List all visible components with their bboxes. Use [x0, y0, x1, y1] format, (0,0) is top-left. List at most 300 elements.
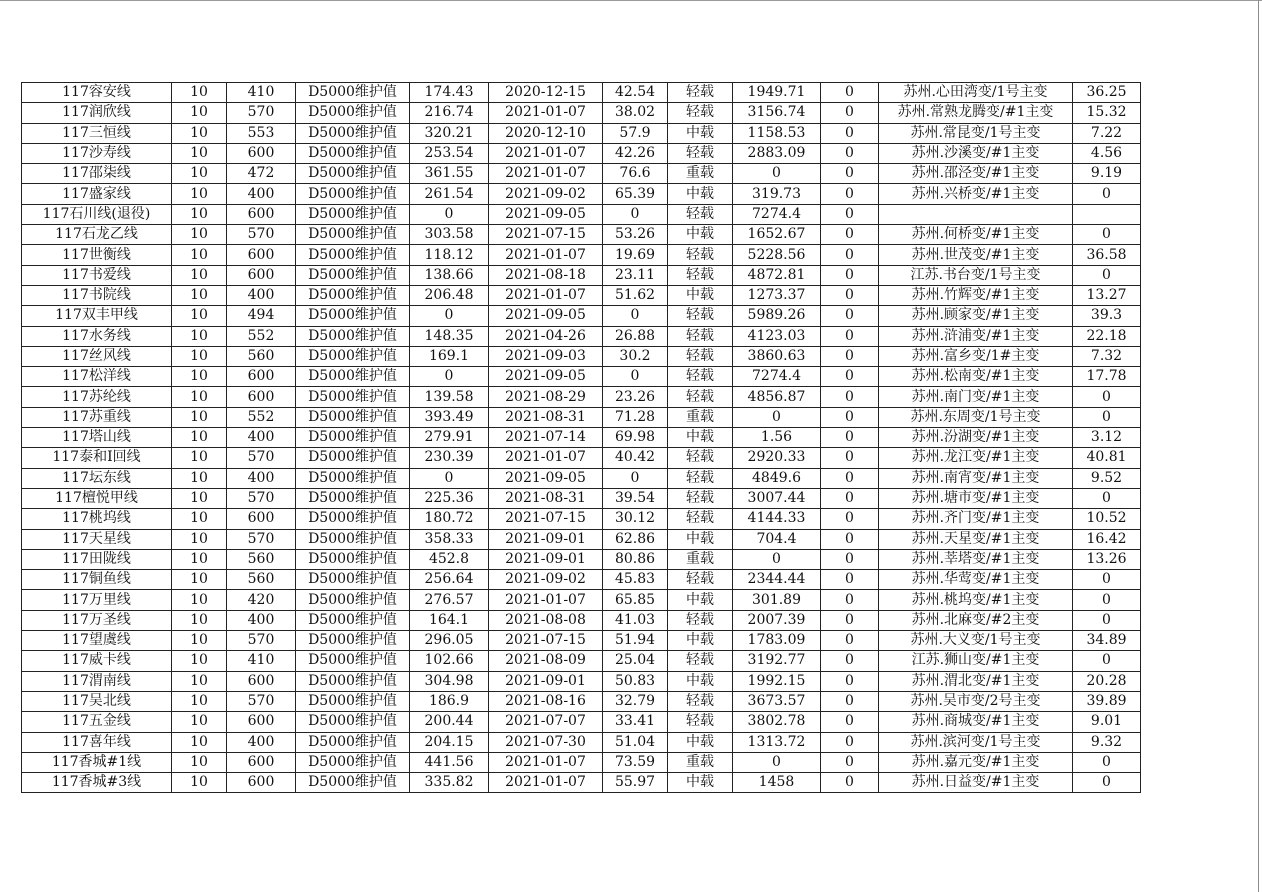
- transformer-cell: 苏州.商城变/#1主变: [879, 712, 1073, 732]
- source-cell: D5000维护值: [296, 549, 410, 569]
- rated-current-cell: 553: [227, 123, 296, 143]
- voltage-cell: 10: [172, 143, 227, 163]
- line-name-cell: 117世衡线: [22, 245, 172, 265]
- current-cell: 0: [410, 367, 489, 387]
- voltage-cell: 10: [172, 103, 227, 123]
- current-cell: 393.49: [410, 407, 489, 427]
- rated-current-cell: 552: [227, 407, 296, 427]
- available-capacity-cell: 4856.87: [733, 387, 821, 407]
- source-cell: D5000维护值: [296, 468, 410, 488]
- line-name-cell: 117容安线: [22, 83, 172, 103]
- rated-current-cell: 410: [227, 83, 296, 103]
- date-cell: 2021-09-01: [489, 529, 603, 549]
- voltage-cell: 10: [172, 265, 227, 285]
- load-rate-cell: 32.79: [603, 691, 668, 711]
- rated-current-cell: 600: [227, 773, 296, 793]
- transformer-load-cell: 0: [1073, 265, 1141, 285]
- transformer-cell: 苏州.龙江变/#1主变: [879, 448, 1073, 468]
- current-cell: 102.66: [410, 651, 489, 671]
- date-cell: 2021-08-18: [489, 265, 603, 285]
- current-cell: 0: [410, 468, 489, 488]
- load-rate-cell: 19.69: [603, 245, 668, 265]
- transformer-load-cell: 0: [1073, 488, 1141, 508]
- date-cell: 2021-01-07: [489, 285, 603, 305]
- current-cell: 0: [410, 204, 489, 224]
- source-cell: D5000维护值: [296, 184, 410, 204]
- current-cell: 206.48: [410, 285, 489, 305]
- available-capacity-cell: 3156.74: [733, 103, 821, 123]
- load-rate-cell: 39.54: [603, 488, 668, 508]
- value-cell: 0: [821, 245, 879, 265]
- date-cell: 2020-12-15: [489, 83, 603, 103]
- table-row: [22, 448, 1141, 468]
- transformer-cell: 苏州.华莺变/#1主变: [879, 570, 1073, 590]
- transformer-load-cell: [1073, 204, 1141, 224]
- transformer-load-cell: 7.22: [1073, 123, 1141, 143]
- load-level-cell: 轻载: [668, 488, 733, 508]
- voltage-cell: 10: [172, 529, 227, 549]
- load-rate-cell: 0: [603, 204, 668, 224]
- rated-current-cell: 600: [227, 671, 296, 691]
- available-capacity-cell: 0: [733, 752, 821, 772]
- table-row: [22, 285, 1141, 305]
- load-rate-cell: 69.98: [603, 428, 668, 448]
- table-row: [22, 570, 1141, 590]
- rated-current-cell: 600: [227, 265, 296, 285]
- transformer-cell: 苏州.松南变/#1主变: [879, 367, 1073, 387]
- line-name-cell: 117沙寿线: [22, 143, 172, 163]
- source-cell: D5000维护值: [296, 204, 410, 224]
- load-level-cell: 轻载: [668, 610, 733, 630]
- date-cell: 2021-09-05: [489, 306, 603, 326]
- date-cell: 2021-01-07: [489, 448, 603, 468]
- rated-current-cell: 570: [227, 631, 296, 651]
- line-name-cell: 117香城#3线: [22, 773, 172, 793]
- available-capacity-cell: 1992.15: [733, 671, 821, 691]
- table-row: [22, 204, 1141, 224]
- load-level-cell: 轻载: [668, 367, 733, 387]
- value-cell: 0: [821, 752, 879, 772]
- source-cell: D5000维护值: [296, 387, 410, 407]
- load-level-cell: 轻载: [668, 204, 733, 224]
- voltage-cell: 10: [172, 671, 227, 691]
- load-level-cell: 轻载: [668, 326, 733, 346]
- current-cell: 335.82: [410, 773, 489, 793]
- transformer-cell: 苏州.日益变/#1主变: [879, 773, 1073, 793]
- transformer-load-cell: 9.52: [1073, 468, 1141, 488]
- load-rate-cell: 30.2: [603, 346, 668, 366]
- transformer-cell: 苏州.塘市变/#1主变: [879, 488, 1073, 508]
- transformer-cell: [879, 204, 1073, 224]
- value-cell: 0: [821, 184, 879, 204]
- current-cell: 296.05: [410, 631, 489, 651]
- line-name-cell: 117双丰甲线: [22, 306, 172, 326]
- available-capacity-cell: 4144.33: [733, 509, 821, 529]
- date-cell: 2021-09-05: [489, 468, 603, 488]
- voltage-cell: 10: [172, 184, 227, 204]
- table-row: [22, 184, 1141, 204]
- table-row: [22, 387, 1141, 407]
- transformer-load-cell: 9.32: [1073, 732, 1141, 752]
- rated-current-cell: 560: [227, 549, 296, 569]
- voltage-cell: 10: [172, 651, 227, 671]
- load-rate-cell: 51.94: [603, 631, 668, 651]
- transformer-load-cell: 16.42: [1073, 529, 1141, 549]
- value-cell: 0: [821, 164, 879, 184]
- transformer-load-cell: 0: [1073, 590, 1141, 610]
- voltage-cell: 10: [172, 732, 227, 752]
- source-cell: D5000维护值: [296, 326, 410, 346]
- date-cell: 2021-09-02: [489, 570, 603, 590]
- value-cell: 0: [821, 773, 879, 793]
- date-cell: 2021-01-07: [489, 752, 603, 772]
- line-name-cell: 117铜鱼线: [22, 570, 172, 590]
- table-row: [22, 306, 1141, 326]
- load-level-cell: 轻载: [668, 265, 733, 285]
- rated-current-cell: 494: [227, 306, 296, 326]
- current-cell: 253.54: [410, 143, 489, 163]
- date-cell: 2021-04-26: [489, 326, 603, 346]
- transformer-cell: 苏州.嘉元变/#1主变: [879, 752, 1073, 772]
- transformer-cell: 苏州.常熟龙腾变/#1主变: [879, 103, 1073, 123]
- load-level-cell: 轻载: [668, 448, 733, 468]
- source-cell: D5000维护值: [296, 448, 410, 468]
- voltage-cell: 10: [172, 407, 227, 427]
- source-cell: D5000维护值: [296, 103, 410, 123]
- available-capacity-cell: 1949.71: [733, 83, 821, 103]
- transformer-cell: 苏州.桃坞变/#1主变: [879, 590, 1073, 610]
- load-rate-cell: 65.85: [603, 590, 668, 610]
- load-level-cell: 中载: [668, 671, 733, 691]
- line-name-cell: 117书爱线: [22, 265, 172, 285]
- voltage-cell: 10: [172, 346, 227, 366]
- line-name-cell: 117吴北线: [22, 691, 172, 711]
- table-row: [22, 326, 1141, 346]
- load-rate-cell: 65.39: [603, 184, 668, 204]
- source-cell: D5000维护值: [296, 691, 410, 711]
- line-name-cell: 117天星线: [22, 529, 172, 549]
- line-name-cell: 117水务线: [22, 326, 172, 346]
- available-capacity-cell: 7274.4: [733, 367, 821, 387]
- transformer-cell: 苏州.渭北变/#1主变: [879, 671, 1073, 691]
- current-cell: 204.15: [410, 732, 489, 752]
- source-cell: D5000维护值: [296, 83, 410, 103]
- transformer-cell: 苏州.兴桥变/#1主变: [879, 184, 1073, 204]
- value-cell: 0: [821, 651, 879, 671]
- load-rate-cell: 73.59: [603, 752, 668, 772]
- table-row: [22, 468, 1141, 488]
- load-rate-cell: 0: [603, 367, 668, 387]
- load-rate-cell: 23.26: [603, 387, 668, 407]
- transformer-load-cell: 9.01: [1073, 712, 1141, 732]
- line-name-cell: 117万圣线: [22, 610, 172, 630]
- current-cell: 0: [410, 306, 489, 326]
- date-cell: 2021-08-31: [489, 407, 603, 427]
- date-cell: 2021-09-01: [489, 549, 603, 569]
- date-cell: 2021-09-05: [489, 367, 603, 387]
- date-cell: 2021-07-07: [489, 712, 603, 732]
- current-cell: 303.58: [410, 225, 489, 245]
- load-level-cell: 中载: [668, 529, 733, 549]
- load-rate-cell: 51.04: [603, 732, 668, 752]
- rated-current-cell: 400: [227, 428, 296, 448]
- date-cell: 2021-07-15: [489, 225, 603, 245]
- value-cell: 0: [821, 570, 879, 590]
- line-name-cell: 117田陇线: [22, 549, 172, 569]
- page-top-border: [0, 0, 1262, 1]
- transformer-load-cell: 0: [1073, 570, 1141, 590]
- voltage-cell: 10: [172, 509, 227, 529]
- date-cell: 2021-01-07: [489, 245, 603, 265]
- date-cell: 2021-01-07: [489, 590, 603, 610]
- current-cell: 320.21: [410, 123, 489, 143]
- table-row: [22, 590, 1141, 610]
- load-level-cell: 中载: [668, 590, 733, 610]
- value-cell: 0: [821, 631, 879, 651]
- current-cell: 216.74: [410, 103, 489, 123]
- date-cell: 2021-01-07: [489, 143, 603, 163]
- transformer-load-cell: 34.89: [1073, 631, 1141, 651]
- load-rate-cell: 76.6: [603, 164, 668, 184]
- table-row: [22, 346, 1141, 366]
- transformer-cell: 苏州.常昆变/1号主变: [879, 123, 1073, 143]
- load-level-cell: 轻载: [668, 509, 733, 529]
- voltage-cell: 10: [172, 387, 227, 407]
- date-cell: 2021-01-07: [489, 164, 603, 184]
- available-capacity-cell: 1652.67: [733, 225, 821, 245]
- transformer-load-cell: 17.78: [1073, 367, 1141, 387]
- voltage-cell: 10: [172, 367, 227, 387]
- transformer-load-cell: 7.32: [1073, 346, 1141, 366]
- current-cell: 148.35: [410, 326, 489, 346]
- date-cell: 2021-01-07: [489, 773, 603, 793]
- transformer-cell: 苏州.大义变/1号主变: [879, 631, 1073, 651]
- page-right-border: [1258, 0, 1259, 892]
- current-cell: 225.36: [410, 488, 489, 508]
- transformer-cell: 苏州.富乡变/1#主变: [879, 346, 1073, 366]
- value-cell: 0: [821, 103, 879, 123]
- source-cell: D5000维护值: [296, 570, 410, 590]
- available-capacity-cell: 2007.39: [733, 610, 821, 630]
- available-capacity-cell: 4872.81: [733, 265, 821, 285]
- current-cell: 174.43: [410, 83, 489, 103]
- table-row: [22, 732, 1141, 752]
- date-cell: 2021-08-29: [489, 387, 603, 407]
- date-cell: 2021-09-01: [489, 671, 603, 691]
- rated-current-cell: 600: [227, 509, 296, 529]
- transformer-cell: 苏州.天星变/#1主变: [879, 529, 1073, 549]
- load-level-cell: 轻载: [668, 103, 733, 123]
- load-rate-cell: 26.88: [603, 326, 668, 346]
- line-name-cell: 117望虞线: [22, 631, 172, 651]
- load-rate-cell: 40.42: [603, 448, 668, 468]
- line-name-cell: 117喜年线: [22, 732, 172, 752]
- rated-current-cell: 552: [227, 326, 296, 346]
- voltage-cell: 10: [172, 610, 227, 630]
- transformer-cell: 江苏.狮山变/#1主变: [879, 651, 1073, 671]
- transformer-cell: 苏州.莘塔变/#1主变: [879, 549, 1073, 569]
- rated-current-cell: 420: [227, 590, 296, 610]
- value-cell: 0: [821, 671, 879, 691]
- load-level-cell: 轻载: [668, 83, 733, 103]
- table-row: [22, 671, 1141, 691]
- transformer-load-cell: 40.81: [1073, 448, 1141, 468]
- table-row: [22, 488, 1141, 508]
- transformer-load-cell: 4.56: [1073, 143, 1141, 163]
- date-cell: 2021-09-05: [489, 204, 603, 224]
- line-name-cell: 117渭南线: [22, 671, 172, 691]
- available-capacity-cell: 0: [733, 407, 821, 427]
- value-cell: 0: [821, 590, 879, 610]
- load-level-cell: 重载: [668, 164, 733, 184]
- source-cell: D5000维护值: [296, 245, 410, 265]
- available-capacity-cell: 1458: [733, 773, 821, 793]
- transformer-load-cell: 20.28: [1073, 671, 1141, 691]
- load-rate-cell: 33.41: [603, 712, 668, 732]
- available-capacity-cell: 3860.63: [733, 346, 821, 366]
- table-row: [22, 712, 1141, 732]
- line-name-cell: 117石川线(退役): [22, 204, 172, 224]
- line-name-cell: 117盛家线: [22, 184, 172, 204]
- source-cell: D5000维护值: [296, 651, 410, 671]
- transformer-cell: 苏州.汾湖变/#1主变: [879, 428, 1073, 448]
- available-capacity-cell: 2344.44: [733, 570, 821, 590]
- transformer-load-cell: 39.89: [1073, 691, 1141, 711]
- available-capacity-cell: 3673.57: [733, 691, 821, 711]
- available-capacity-cell: 2920.33: [733, 448, 821, 468]
- current-cell: 180.72: [410, 509, 489, 529]
- line-name-cell: 117万里线: [22, 590, 172, 610]
- value-cell: 0: [821, 488, 879, 508]
- value-cell: 0: [821, 123, 879, 143]
- source-cell: D5000维护值: [296, 488, 410, 508]
- voltage-cell: 10: [172, 549, 227, 569]
- value-cell: 0: [821, 346, 879, 366]
- load-rate-cell: 41.03: [603, 610, 668, 630]
- transformer-load-cell: 0: [1073, 387, 1141, 407]
- load-rate-cell: 51.62: [603, 285, 668, 305]
- load-level-cell: 轻载: [668, 691, 733, 711]
- current-cell: 230.39: [410, 448, 489, 468]
- voltage-cell: 10: [172, 570, 227, 590]
- source-cell: D5000维护值: [296, 407, 410, 427]
- load-rate-cell: 38.02: [603, 103, 668, 123]
- source-cell: D5000维护值: [296, 631, 410, 651]
- line-name-cell: 117石龙乙线: [22, 225, 172, 245]
- current-cell: 279.91: [410, 428, 489, 448]
- value-cell: 0: [821, 285, 879, 305]
- available-capacity-cell: 0: [733, 549, 821, 569]
- load-rate-cell: 62.86: [603, 529, 668, 549]
- current-cell: 261.54: [410, 184, 489, 204]
- load-rate-cell: 45.83: [603, 570, 668, 590]
- load-rate-cell: 42.26: [603, 143, 668, 163]
- date-cell: 2021-07-30: [489, 732, 603, 752]
- available-capacity-cell: 3192.77: [733, 651, 821, 671]
- value-cell: 0: [821, 529, 879, 549]
- load-level-cell: 中载: [668, 428, 733, 448]
- transformer-load-cell: 22.18: [1073, 326, 1141, 346]
- transformer-load-cell: 13.27: [1073, 285, 1141, 305]
- load-level-cell: 中载: [668, 225, 733, 245]
- current-cell: 276.57: [410, 590, 489, 610]
- transformer-cell: 苏州.顾家变/#1主变: [879, 306, 1073, 326]
- transformer-load-cell: 0: [1073, 773, 1141, 793]
- rated-current-cell: 400: [227, 184, 296, 204]
- line-name-cell: 117三恒线: [22, 123, 172, 143]
- rated-current-cell: 600: [227, 245, 296, 265]
- value-cell: 0: [821, 306, 879, 326]
- table-row: [22, 367, 1141, 387]
- current-cell: 441.56: [410, 752, 489, 772]
- available-capacity-cell: 4849.6: [733, 468, 821, 488]
- line-name-cell: 117泰和Ⅰ回线: [22, 448, 172, 468]
- available-capacity-cell: 319.73: [733, 184, 821, 204]
- load-level-cell: 轻载: [668, 570, 733, 590]
- rated-current-cell: 400: [227, 732, 296, 752]
- transformer-load-cell: 0: [1073, 184, 1141, 204]
- rated-current-cell: 560: [227, 346, 296, 366]
- rated-current-cell: 570: [227, 103, 296, 123]
- voltage-cell: 10: [172, 164, 227, 184]
- source-cell: D5000维护值: [296, 306, 410, 326]
- transformer-load-cell: 0: [1073, 407, 1141, 427]
- load-rate-cell: 55.97: [603, 773, 668, 793]
- available-capacity-cell: 7274.4: [733, 204, 821, 224]
- load-level-cell: 重载: [668, 549, 733, 569]
- load-level-cell: 轻载: [668, 306, 733, 326]
- transformer-load-cell: 15.32: [1073, 103, 1141, 123]
- available-capacity-cell: 704.4: [733, 529, 821, 549]
- available-capacity-cell: 3007.44: [733, 488, 821, 508]
- transformer-cell: 苏州.邵泾变/#1主变: [879, 164, 1073, 184]
- load-rate-cell: 50.83: [603, 671, 668, 691]
- voltage-cell: 10: [172, 691, 227, 711]
- current-cell: 138.66: [410, 265, 489, 285]
- rated-current-cell: 600: [227, 143, 296, 163]
- value-cell: 0: [821, 83, 879, 103]
- load-level-cell: 轻载: [668, 143, 733, 163]
- table-row: [22, 631, 1141, 651]
- current-cell: 139.58: [410, 387, 489, 407]
- rated-current-cell: 600: [227, 367, 296, 387]
- transformer-load-cell: 10.52: [1073, 509, 1141, 529]
- value-cell: 0: [821, 387, 879, 407]
- load-level-cell: 中载: [668, 773, 733, 793]
- load-level-cell: 中载: [668, 732, 733, 752]
- voltage-cell: 10: [172, 631, 227, 651]
- date-cell: 2021-07-14: [489, 428, 603, 448]
- rated-current-cell: 400: [227, 285, 296, 305]
- voltage-cell: 10: [172, 245, 227, 265]
- date-cell: 2021-01-07: [489, 103, 603, 123]
- load-level-cell: 重载: [668, 752, 733, 772]
- available-capacity-cell: 301.89: [733, 590, 821, 610]
- rated-current-cell: 570: [227, 488, 296, 508]
- voltage-cell: 10: [172, 306, 227, 326]
- transformer-cell: 苏州.吴市变/2号主变: [879, 691, 1073, 711]
- date-cell: 2020-12-10: [489, 123, 603, 143]
- voltage-cell: 10: [172, 225, 227, 245]
- date-cell: 2021-08-08: [489, 610, 603, 630]
- source-cell: D5000维护值: [296, 123, 410, 143]
- transformer-cell: 苏州.世茂变/#1主变: [879, 245, 1073, 265]
- load-level-cell: 轻载: [668, 245, 733, 265]
- date-cell: 2021-07-15: [489, 631, 603, 651]
- line-name-cell: 117檀悦甲线: [22, 488, 172, 508]
- voltage-cell: 10: [172, 285, 227, 305]
- transformer-cell: 苏州.浒浦变/#1主变: [879, 326, 1073, 346]
